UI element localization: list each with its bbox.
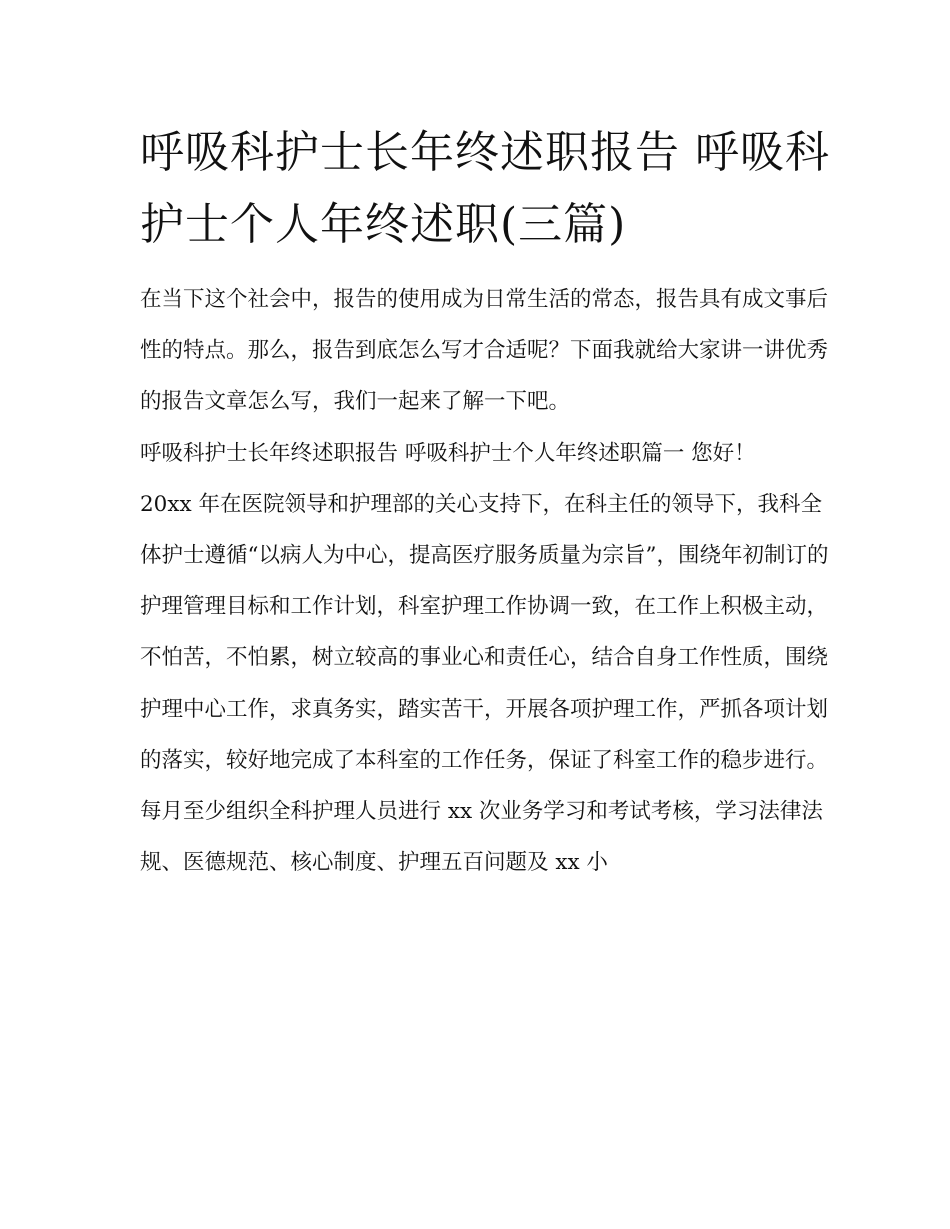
document-body <box>140 274 830 888</box>
document-title: 呼吸科护士长年终述职报告 呼吸科护士个人年终述职(三篇) <box>140 127 830 250</box>
study-paragraph: 每月至少组织全科护理人员进行 xx 次业务学习和考试考核，学习法律法规、医德规范、核心制度、护理五百问题及 xx 小 <box>140 799 823 876</box>
section-heading-paragraph: 呼吸科护士长年终述职报告 呼吸科护士个人年终述职篇一 您好！ <box>140 440 756 466</box>
intro-paragraph: 在当下这个社会中，报告的使用成为日常生活的常态，报告具有成文事后性的特点。那么，报告到底怎么写才合适呢？下面我就给大家讲一讲优秀的报告文章怎么写，我们一起来了解一下吧。 <box>140 287 829 415</box>
summary-paragraph: 20xx 年在医院领导和护理部的关心支持下，在科主任的领导下，我科全体护士遵循“以病人为中心，提高医疗服务质量为宗旨”，围绕年初制订的护理管理目标和工作计划，科室护理工作协调一致，在工作上积极主动，不怕苦，不怕累，树立较高的事业心和责任心，结合自身工作性质，围绕护理中心工作，求真务实，踏实苦干，开展各项护理工作，严抓各项计划的落实，较好地完成了本科室的工作任务，保证了科室工作的稳步进行。 <box>140 491 829 773</box>
